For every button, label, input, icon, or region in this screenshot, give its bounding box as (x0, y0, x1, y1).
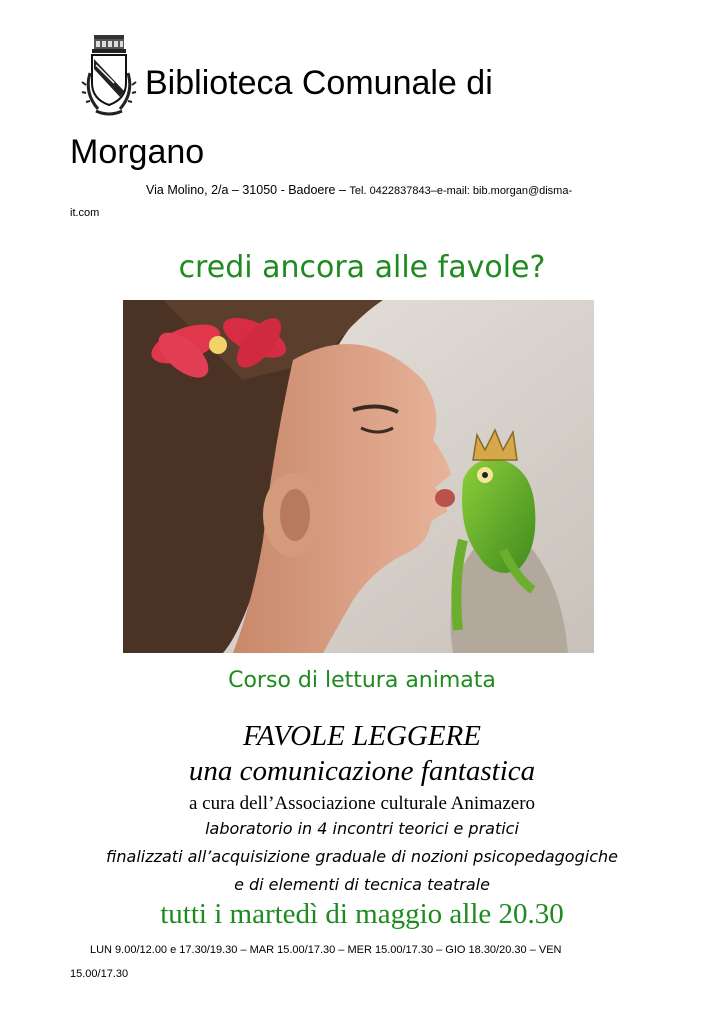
event-description-line3: e di elementi di tecnica teatrale (234, 875, 490, 894)
event-title: FAVOLE LEGGERE (242, 720, 481, 752)
kiss-frog-photo (123, 300, 594, 653)
coat-of-arms-logo (80, 33, 138, 121)
event-description-line2: finalizzati all’acquisizione graduale di nozioni psicopedagogiche (106, 847, 618, 866)
address-line (146, 183, 572, 197)
event-subtitle: una comunicazione fantastica (188, 755, 536, 787)
opening-hours-line1: LUN 9.00/12.00 e 17.30/19.30 – MAR 15.00/17.30 – MER 15.00/17.30 – GIO 18.30/20.30 – VEN (90, 944, 562, 956)
event-organizer: a cura dell’Associazione culturale Animazero (188, 793, 536, 814)
event-description-line1: laboratorio in 4 incontri teorici e pratici (205, 819, 519, 838)
course-title: Corso di lettura animata (228, 668, 496, 693)
event-schedule: tutti i martedì di maggio alle 20.30 (160, 898, 564, 930)
opening-hours-line2: 15.00/17.30 (70, 968, 129, 980)
contact-text: Tel. 0422837843–e-mail: bib.morgan@disma- (349, 185, 573, 197)
contact-continuation: it.com (70, 207, 100, 219)
headline: credi ancora alle favole? (178, 250, 546, 285)
address-text: Via Molino, 2/a – 31050 - Badoere – (146, 183, 350, 197)
library-title-line1: Biblioteca Comunale di (145, 64, 493, 102)
library-title-line2: Morgano (70, 133, 205, 171)
